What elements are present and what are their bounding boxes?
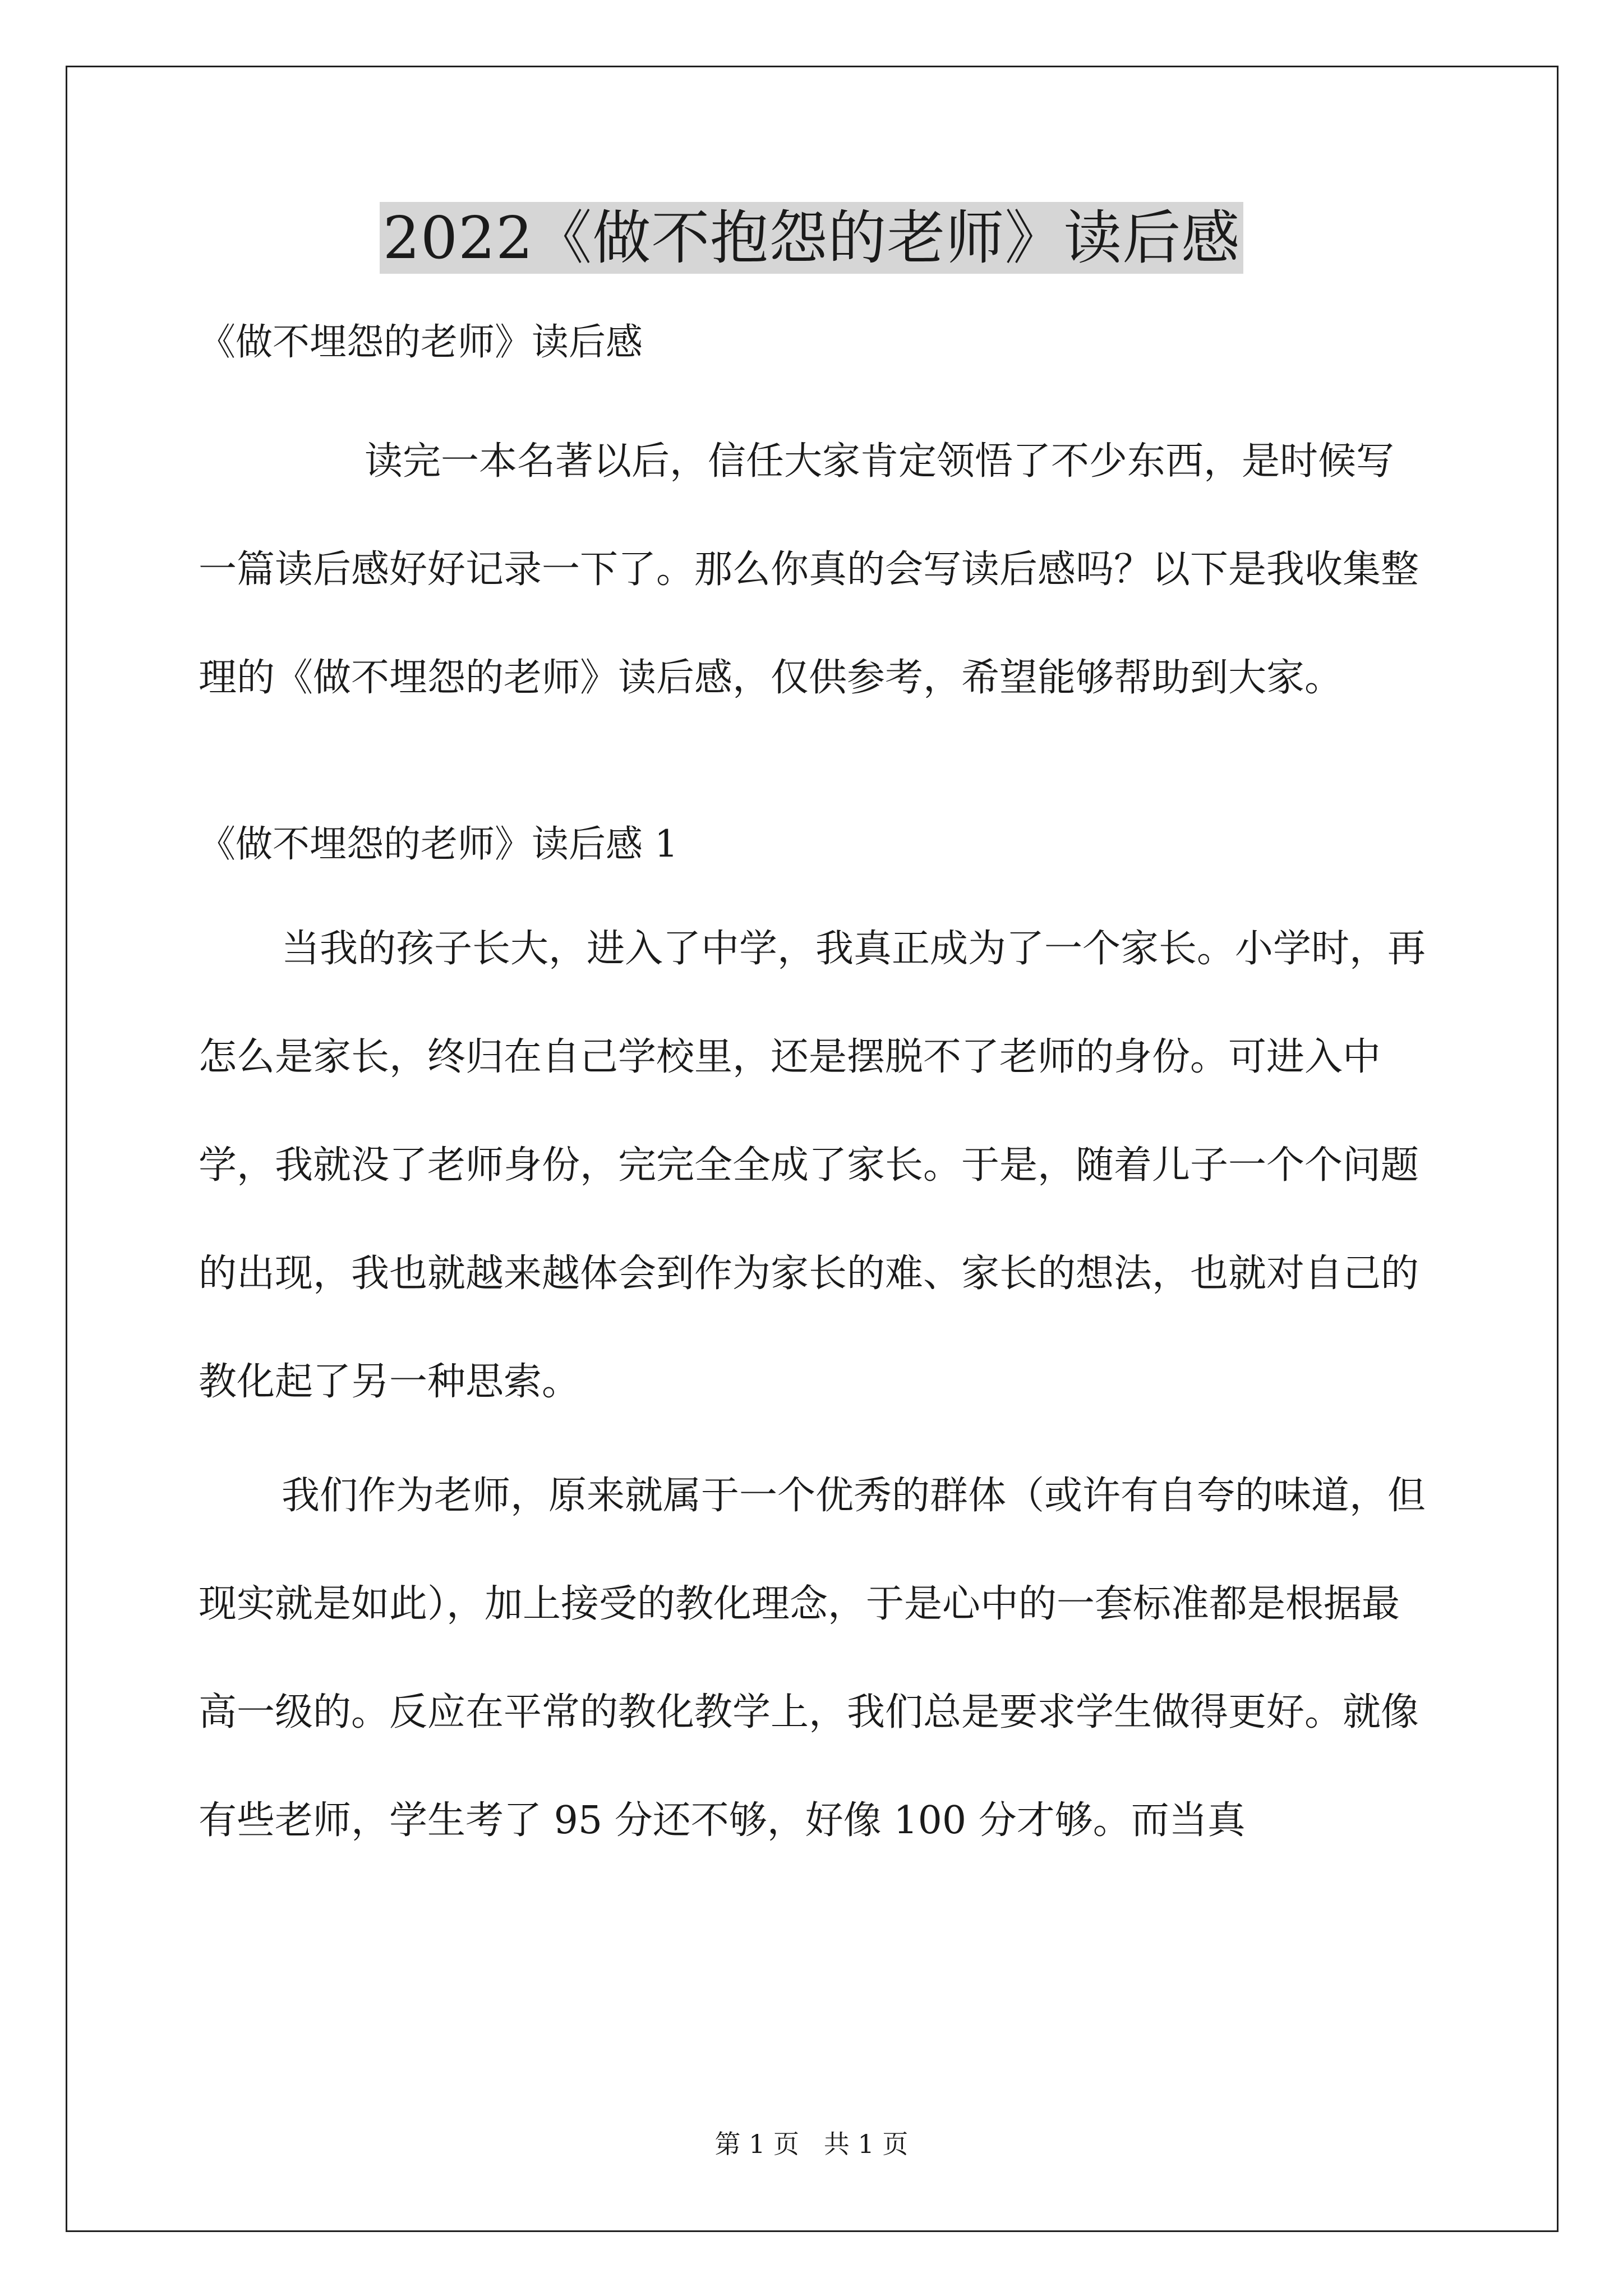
spacer: [199, 1436, 1427, 1442]
document-subtitle: 《做不埋怨的老师》读后感: [199, 320, 643, 364]
body-paragraph-2: 我们作为老师，原来就属于一个优秀的群体（或许有自夸的味道，但现实就是如此），加上接受的教化理念，于是心中的一套标准都是根据最高一级的。反应在平常的教化教学上，我们总是要求学生做得更好。就像有些老师，学生考了 95 分还不够，好像 100 分才够。而当真: [199, 1474, 1426, 1843]
document-body: [199, 314, 1427, 1875]
section-heading: 《做不埋怨的老师》读后感 1: [199, 822, 678, 866]
spacer: [199, 872, 1427, 895]
document-title: 2022《做不抱怨的老师》读后感: [380, 202, 1244, 274]
spacer: [199, 370, 1427, 407]
intro-paragraph: 读完一本名著以后，信任大家肯定领悟了不少东西，是时候写一篇读后感好好记录一下了。那么你真的会写读后感吗？以下是我收集整理的《做不埋怨的老师》读后感，仅供参考，希望能够帮助到大家。: [199, 439, 1419, 700]
title-wrap: [0, 202, 1623, 274]
spacer: [199, 732, 1427, 816]
page-footer: 第 1 页 共 1 页: [714, 2129, 909, 2159]
body-paragraph-1: 当我的孩子长大，进入了中学，我真正成为了一个家长。小学时，再怎么是家长，终归在自己学校里，还是摆脱不了老师的身份。可进入中学，我就没了老师身份，完完全全成了家长。于是，随着儿子一个个问题的出现，我也就越来越体会到作为家长的难、家长的想法，也就对自己的教化起了另一种思索。: [199, 927, 1426, 1404]
